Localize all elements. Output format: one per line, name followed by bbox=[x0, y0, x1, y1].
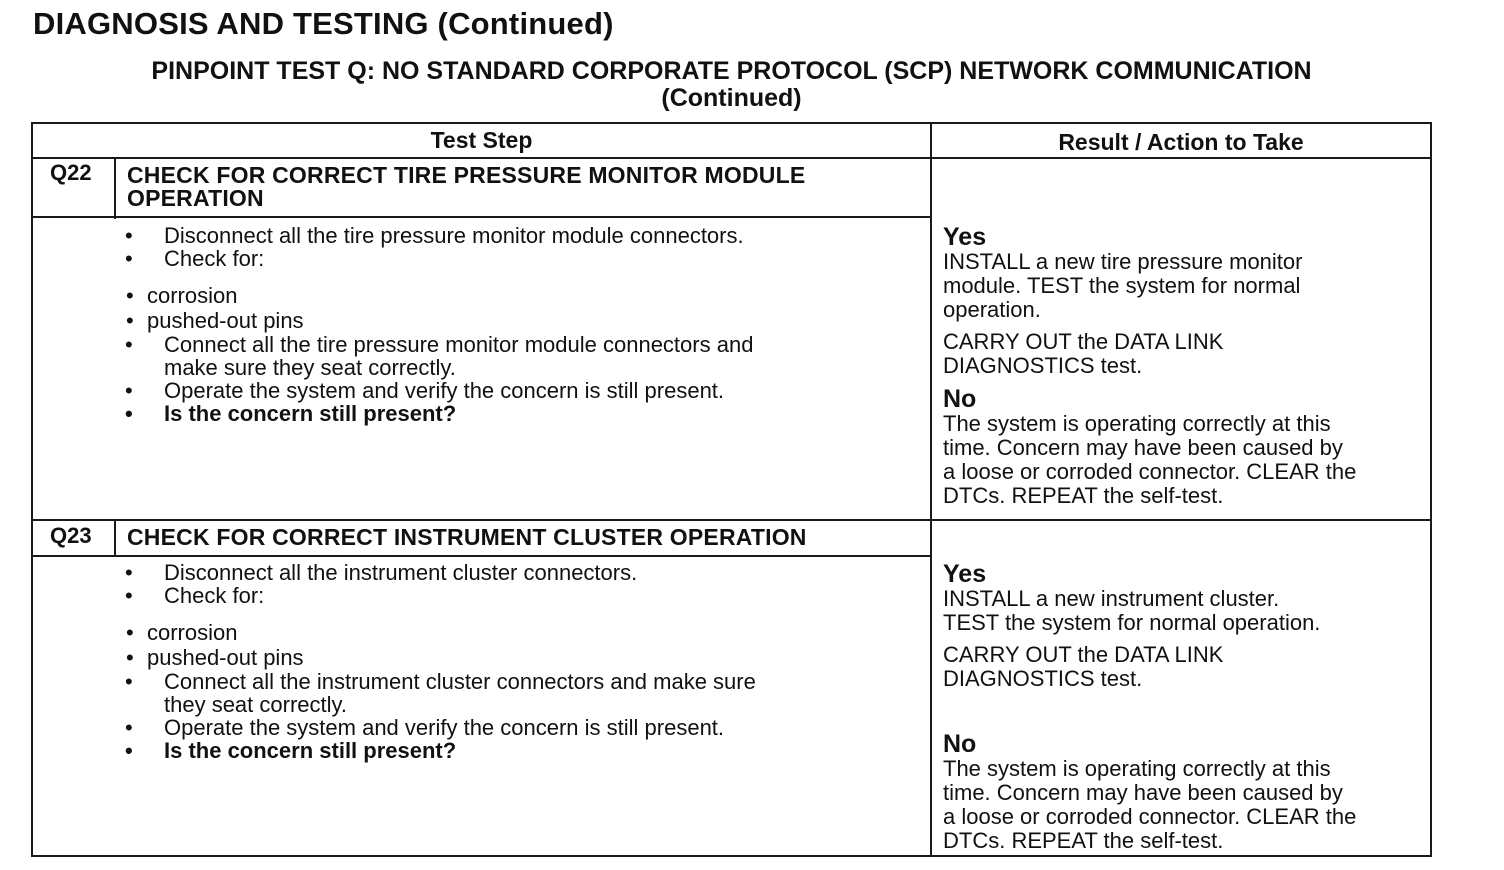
result-line: module. TEST the system for normal bbox=[943, 273, 1301, 298]
answer-yes-extra bbox=[943, 330, 1428, 378]
step-id: Q23 bbox=[50, 523, 92, 548]
answer-yes-label: Yes bbox=[943, 560, 987, 588]
answer-no-label: No bbox=[943, 730, 977, 758]
step-id-divider bbox=[114, 519, 116, 557]
result-line: INSTALL a new tire pressure monitor bbox=[943, 249, 1303, 274]
answer-yes-extra bbox=[943, 643, 1428, 691]
bullet-icon: • bbox=[126, 283, 134, 308]
result-action bbox=[943, 561, 1428, 853]
result-line: DTCs. REPEAT the self-test. bbox=[943, 483, 1224, 508]
result-line: The system is operating correctly at this bbox=[943, 411, 1331, 436]
answer-no-text bbox=[943, 412, 1428, 508]
step-text: Operate the system and verify the concern is still present. bbox=[164, 715, 725, 740]
list-item bbox=[125, 224, 925, 247]
result-line: INSTALL a new instrument cluster. bbox=[943, 586, 1280, 611]
bullet-icon: • bbox=[125, 401, 133, 426]
bullet-icon: • bbox=[125, 669, 133, 694]
step-id: Q22 bbox=[50, 160, 92, 185]
result-line: TEST the system for normal operation. bbox=[943, 610, 1321, 635]
bullet-icon: • bbox=[125, 332, 133, 357]
column-header-result: Result / Action to Take bbox=[1058, 129, 1304, 155]
table-right-border bbox=[1430, 122, 1432, 857]
step-text: Operate the system and verify the concern is still present. bbox=[164, 378, 725, 403]
result-line: The system is operating correctly at this bbox=[943, 756, 1331, 781]
step-id-divider bbox=[114, 157, 116, 219]
answer-yes-text bbox=[943, 587, 1428, 635]
step-text: Disconnect all the instrument cluster connectors. bbox=[164, 560, 638, 585]
check-item: corrosion bbox=[147, 620, 238, 645]
step-row-divider bbox=[31, 519, 1432, 521]
step-text-line: Connect all the instrument cluster connectors and make sure bbox=[164, 669, 756, 694]
step-title-line: OPERATION bbox=[127, 185, 264, 211]
bullet-icon: • bbox=[125, 246, 133, 271]
check-list bbox=[125, 620, 925, 670]
table-left-border bbox=[31, 122, 33, 857]
answer-yes-text bbox=[943, 250, 1428, 322]
result-line: DIAGNOSTICS test. bbox=[943, 666, 1143, 691]
list-item bbox=[125, 561, 925, 584]
result-line: time. Concern may have been caused by bbox=[943, 780, 1343, 805]
step-title-line: CHECK FOR CORRECT INSTRUMENT CLUSTER OPERATION bbox=[127, 524, 807, 550]
step-text: Check for: bbox=[164, 583, 265, 608]
result-line: operation. bbox=[943, 297, 1041, 322]
bullet-icon: • bbox=[125, 223, 133, 248]
check-item: pushed-out pins bbox=[147, 645, 304, 670]
list-item bbox=[125, 247, 925, 270]
check-item: corrosion bbox=[147, 283, 238, 308]
bullet-icon: • bbox=[125, 715, 133, 740]
bullet-icon: • bbox=[126, 620, 134, 645]
bullet-icon: • bbox=[126, 308, 134, 333]
table-column-divider bbox=[930, 122, 932, 857]
list-item bbox=[126, 308, 925, 333]
step-title-divider bbox=[31, 216, 932, 218]
list-item bbox=[126, 620, 925, 645]
answer-yes-label: Yes bbox=[943, 223, 987, 251]
step-title bbox=[127, 164, 805, 210]
check-item: pushed-out pins bbox=[147, 308, 304, 333]
list-item bbox=[125, 402, 925, 425]
bullet-icon: • bbox=[125, 378, 133, 403]
result-action bbox=[943, 224, 1428, 508]
step-question: Is the concern still present? bbox=[164, 401, 457, 426]
header-row-divider bbox=[31, 157, 1432, 159]
list-item bbox=[125, 379, 925, 402]
step-title bbox=[127, 526, 807, 549]
result-line: CARRY OUT the DATA LINK bbox=[943, 642, 1224, 667]
result-line: a loose or corroded connector. CLEAR the bbox=[943, 804, 1357, 829]
bullet-icon: • bbox=[125, 560, 133, 585]
bullet-icon: • bbox=[125, 583, 133, 608]
list-item bbox=[126, 283, 925, 308]
page-title: DIAGNOSIS AND TESTING (Continued) bbox=[33, 6, 614, 41]
check-list bbox=[125, 283, 925, 333]
step-text-line: they seat correctly. bbox=[164, 692, 347, 717]
result-line: DIAGNOSTICS test. bbox=[943, 353, 1143, 378]
step-question: Is the concern still present? bbox=[164, 738, 457, 763]
step-text: Check for: bbox=[164, 246, 265, 271]
step-text-line: Connect all the tire pressure monitor module connectors and bbox=[164, 332, 754, 357]
list-item bbox=[125, 670, 925, 716]
answer-no-text bbox=[943, 757, 1428, 853]
step-text-line: make sure they seat correctly. bbox=[164, 355, 456, 380]
step-instructions bbox=[125, 224, 925, 425]
column-header-test-step: Test Step bbox=[430, 127, 533, 153]
step-instructions bbox=[125, 561, 925, 762]
list-item bbox=[125, 333, 925, 379]
step-title-divider bbox=[31, 555, 932, 557]
result-line: a loose or corroded connector. CLEAR the bbox=[943, 459, 1357, 484]
answer-no-label: No bbox=[943, 385, 977, 413]
pinpoint-test-title-line: PINPOINT TEST Q: NO STANDARD CORPORATE PROTOCOL (SCP) NETWORK COMMUNICATION bbox=[151, 57, 1312, 85]
table-top-border bbox=[31, 122, 1432, 124]
result-line: CARRY OUT the DATA LINK bbox=[943, 329, 1224, 354]
list-item bbox=[126, 645, 925, 670]
list-item bbox=[125, 716, 925, 739]
pinpoint-test-title-continued: (Continued) bbox=[661, 84, 802, 112]
result-line: DTCs. REPEAT the self-test. bbox=[943, 828, 1224, 853]
result-line: time. Concern may have been caused by bbox=[943, 435, 1343, 460]
bullet-icon: • bbox=[126, 645, 134, 670]
step-title-line: CHECK FOR CORRECT TIRE PRESSURE MONITOR MODULE bbox=[127, 162, 806, 188]
step-text: Disconnect all the tire pressure monitor module connectors. bbox=[164, 223, 744, 248]
list-item bbox=[125, 739, 925, 762]
list-item bbox=[125, 584, 925, 607]
table-bottom-border bbox=[31, 855, 1432, 857]
bullet-icon: • bbox=[125, 738, 133, 763]
